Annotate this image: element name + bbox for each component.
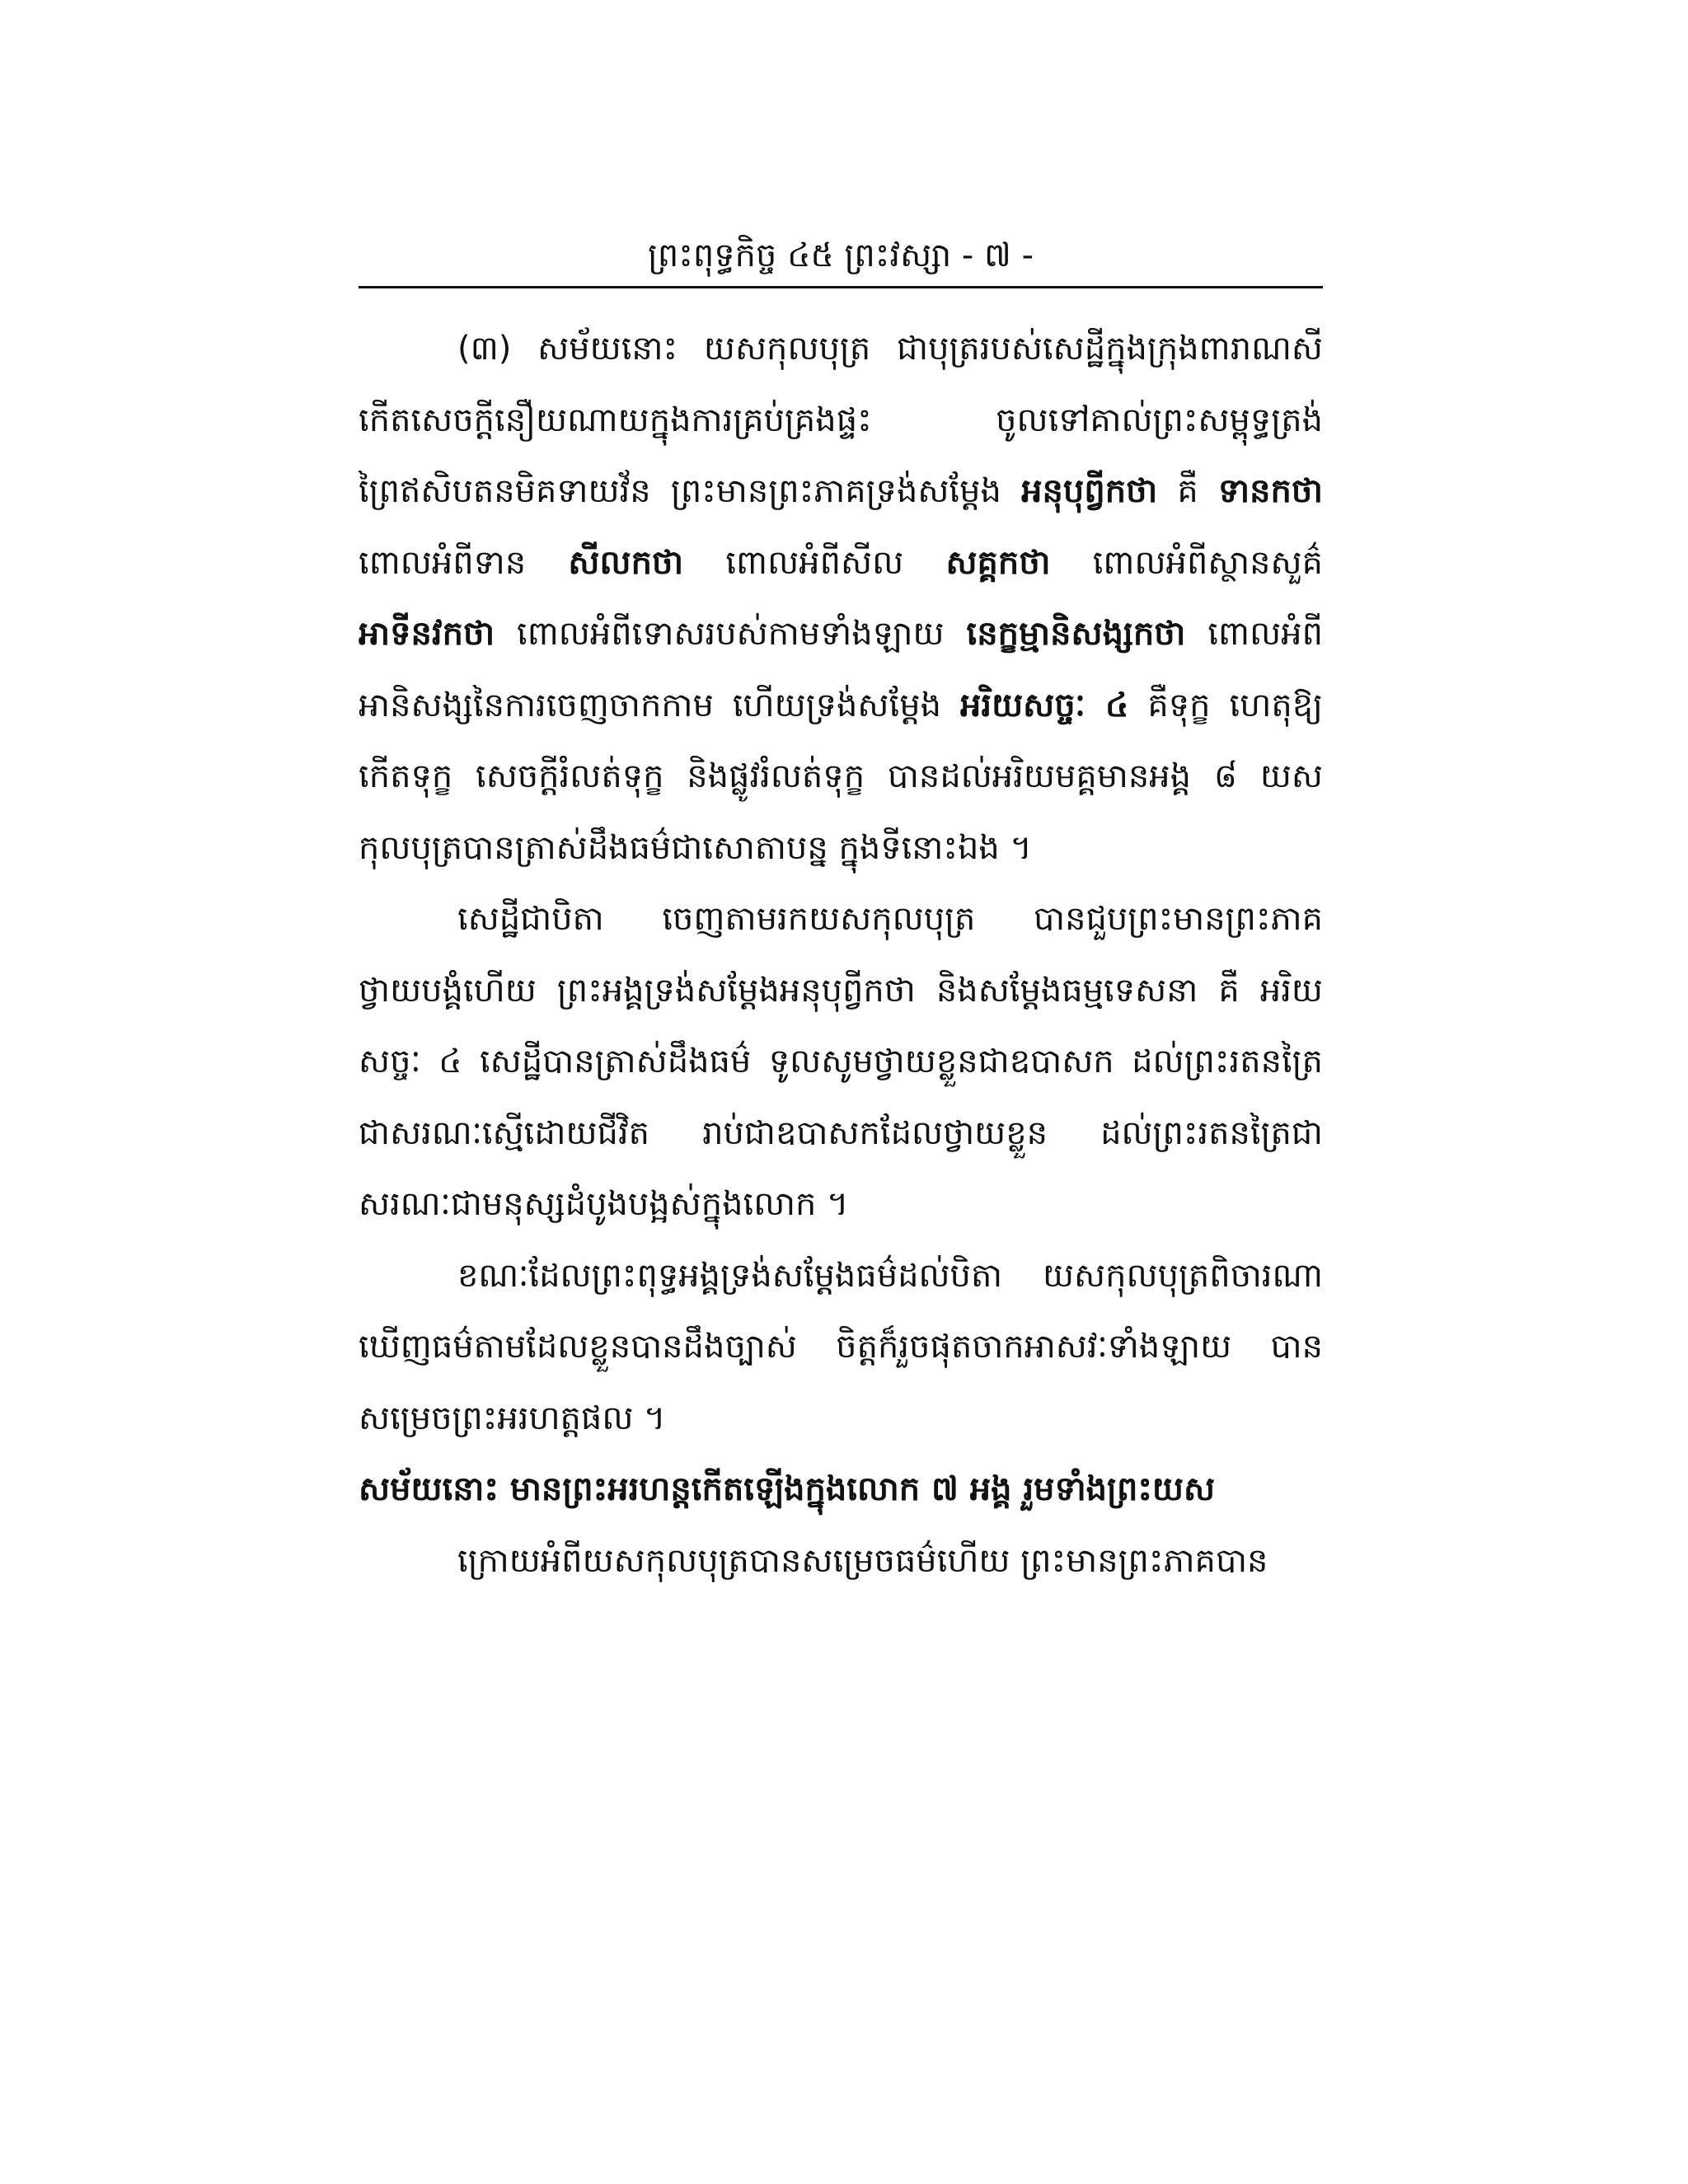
paragraph-3: ខណៈដែលព្រះពុទ្ធអង្គទ្រង់សម្ដែងធម៌ដល់បិតា យសកុលបុត្រពិចារណាឃើញធម៌តាមដែលខ្លួនបានដឹងច្បាស់ ចិត្តក៏រួចផុតចាកអាសវៈទាំងឡាយ បានសម្រេចព្រះអរហត្តផល ។ [359, 1256, 1323, 1437]
section-heading: សម័យនោះ មានព្រះអរហន្តកើតឡើងក្នុងលោក ៧ អង្គ រួមទាំងព្រះយស [359, 1470, 1216, 1508]
running-header [359, 231, 1323, 280]
term-nekkhamma-katha: នេក្ខម្មានិសង្សកថា [966, 615, 1186, 653]
header-title: ព្រះពុទ្ធកិច្ច ៤៥ ព្រះវស្សា [647, 237, 952, 274]
term-anupubbi-katha: អនុបុព្វីកថា [1021, 472, 1158, 510]
body-text [359, 313, 1323, 1596]
term-dana-katha: ទានកថា [1218, 472, 1323, 510]
paragraph-2: សេដ្ឋីជាបិតា ចេញតាមរកយសកុលបុត្រ បានជួបព្រះមានព្រះភាគ ថ្វាយបង្គំហើយ ព្រះអង្គទ្រង់សម្ដែងអនុបុព្វីកថា និងសម្ដែងធម្មទេសនា គឺ អរិយសច្ចៈ ៤ សេដ្ឋីបានត្រាស់ដឹងធម៌ ទូលសូមថ្វាយខ្លួនជាឧបាសក ដល់ព្រះរតនត្រៃជាសរណៈស្មើដោយជីវិត រាប់ជាឧបាសកដែលថ្វាយខ្លួន ដល់ព្រះរតនត្រៃជាសរណៈជាមនុស្សដំបូងបង្អស់ក្នុងលោក ។ [359, 900, 1323, 1223]
term-ariya-sacca: អរិយសច្ចៈ ៤ [959, 686, 1129, 724]
term-adinava-katha: អាទីនវកថា [359, 615, 495, 653]
paragraph-4: ក្រោយអំពីយសកុលបុត្របានសម្រេចធម៌ហើយ ព្រះមានព្រះភាគបាន [457, 1541, 1268, 1580]
paragraph-1: (៣) សម័យនោះ យសកុលបុត្រ ជាបុត្ររបស់សេដ្ឋីក្នុងក្រុងពារាណសី កើតសេចក្ដីនឿយណាយក្នុងការគ្រប់គ្រងផ្ទះ ចូលទៅគាល់ព្រះសម្ពុទ្ធត្រង់ព្រៃឥសិបតនមិគទាយវ័ន ព្រះមានព្រះភាគទ្រង់សម្ដែង អនុបុព្វីកថា គឺ ទានកថា ពោលអំពីទាន សីលកថា ពោលអំពីសីល សគ្គកថា ពោលអំពីស្ថានសួគ៌ អាទីនវកថា ពោលអំពីទោសរបស់កាមទាំងឡាយ នេក្ខម្មានិសង្សកថា ពោលអំពីអានិសង្សនៃការចេញចាកកាម ហើយទ្រង់សម្ដែង អរិយសច្ចៈ ៤ គឺទុក្ខ ហេតុឱ្យកើតទុក្ខ សេចក្ដីរំលត់ទុក្ខ និងផ្លូវរំលត់ទុក្ខ បានដល់អរិយមគ្គមានអង្គ ៨ យសកុលបុត្របានត្រាស់ដឹងធម៌ជាសោតាបន្ន ក្នុងទីនោះឯង ។ [359, 330, 1324, 867]
term-sagga-katha: សគ្គកថា [945, 543, 1051, 582]
term-sila-katha: សីលកថា [568, 543, 684, 582]
header-rule [359, 286, 1323, 288]
page-number: - ៧ - [961, 237, 1034, 274]
